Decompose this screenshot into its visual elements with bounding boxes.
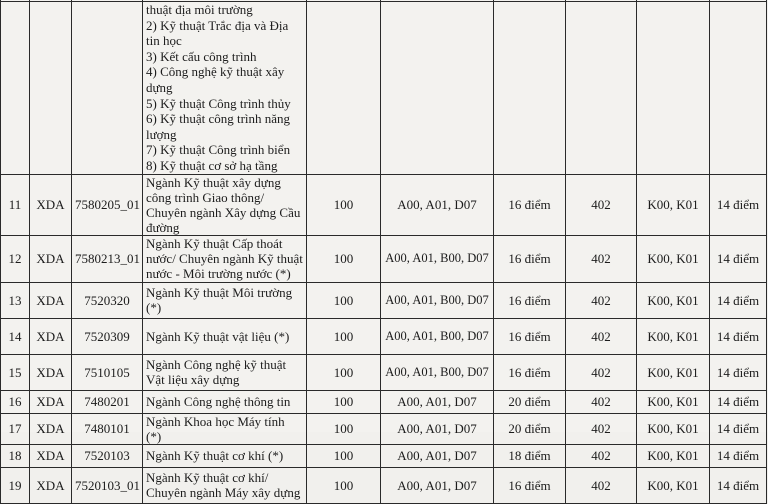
method-combos: K00, K01 xyxy=(637,467,710,503)
school-code: XDA xyxy=(30,444,72,467)
min-score: 16 điểm xyxy=(494,318,566,354)
method-combos: K00, K01 xyxy=(637,282,710,318)
quota: 100 xyxy=(307,282,381,318)
table-row xyxy=(1,390,767,413)
school-code: XDA xyxy=(30,467,72,503)
school-code: XDA xyxy=(30,354,72,390)
method-code: 402 xyxy=(566,413,637,444)
table-row xyxy=(1,235,767,282)
major-code: 7480201 xyxy=(72,390,143,413)
major-code: 7520309 xyxy=(72,318,143,354)
method-score: 14 điểm xyxy=(710,413,767,444)
method-code: 402 xyxy=(566,354,637,390)
major-name: Ngành Kỹ thuật Cấp thoát nước/ Chuyên ngành Kỹ thuật nước - Môi trường nước (*) xyxy=(143,235,307,282)
major-list-line: 5) Kỹ thuật Công trình thủy xyxy=(146,95,291,111)
major-list-line: 6) Kỹ thuật công trình năng lượng xyxy=(146,111,291,142)
quota: 100 xyxy=(307,354,381,390)
min-score: 20 điểm xyxy=(494,413,566,444)
method-score: 14 điểm xyxy=(710,444,767,467)
method-score: 14 điểm xyxy=(710,467,767,503)
table-row xyxy=(1,354,767,390)
subject-combos: A00, A01, D07 xyxy=(381,467,494,503)
min-score: 16 điểm xyxy=(494,467,566,503)
quota: 100 xyxy=(307,413,381,444)
subject-combos: A00, A01, D07 xyxy=(381,413,494,444)
major-name: Ngành Khoa học Máy tính (*) xyxy=(143,413,307,444)
row-number: 15 xyxy=(1,354,30,390)
subject-combos: A00, A01, B00, D07 xyxy=(381,318,494,354)
quota: 100 xyxy=(307,390,381,413)
major-name: Ngành Kỹ thuật cơ khí/ Chuyên ngành Máy xây dựng xyxy=(143,467,307,503)
method-code: 402 xyxy=(566,390,637,413)
row-number: 18 xyxy=(1,444,30,467)
method-combos: K00, K01 xyxy=(637,390,710,413)
major-code: 7480101 xyxy=(72,413,143,444)
quota: 100 xyxy=(307,318,381,354)
major-code: 7520103 xyxy=(72,444,143,467)
min-score: 16 điểm xyxy=(494,282,566,318)
subject-combos: A00, A01, B00, D07 xyxy=(381,235,494,282)
row-number: 17 xyxy=(1,413,30,444)
method-combos: K00, K01 xyxy=(637,413,710,444)
table-row xyxy=(1,467,767,503)
table-row xyxy=(1,174,767,235)
method-score: 14 điểm xyxy=(710,282,767,318)
row-number: 14 xyxy=(1,318,30,354)
row-number: 16 xyxy=(1,390,30,413)
major-list-line: 2) Kỹ thuật Trắc địa và Địa tin học xyxy=(146,17,289,49)
method-score: 14 điểm xyxy=(710,354,767,390)
min-score: 20 điểm xyxy=(494,390,566,413)
method-score: 14 điểm xyxy=(710,174,767,235)
school-code: XDA xyxy=(30,390,72,413)
table-row xyxy=(1,318,767,354)
subject-combos: A00, A01, D07 xyxy=(381,174,494,235)
min-score: 16 điểm xyxy=(494,235,566,282)
table-row xyxy=(1,413,767,444)
method-combos: K00, K01 xyxy=(637,318,710,354)
method-score: 14 điểm xyxy=(710,318,767,354)
subject-combos: A00, A01, B00, D07 xyxy=(381,354,494,390)
major-name: Ngành Kỹ thuật vật liệu (*) xyxy=(143,318,307,354)
method-code: 402 xyxy=(566,282,637,318)
method-code: 402 xyxy=(566,174,637,235)
subject-combos: A00, A01, D07 xyxy=(381,444,494,467)
major-name: Ngành Kỹ thuật Môi trường (*) xyxy=(143,282,307,318)
method-code: 402 xyxy=(566,235,637,282)
major-list-line: 4) Công nghệ kỹ thuật xây dựng xyxy=(146,64,285,95)
major-name: Ngành Kỹ thuật cơ khí (*) xyxy=(143,444,307,467)
quota: 100 xyxy=(307,444,381,467)
min-score: 18 điểm xyxy=(494,444,566,467)
major-list-line: 3) Kết cấu công trình xyxy=(146,48,257,64)
school-code: XDA xyxy=(30,235,72,282)
major-list-line: 7) Kỹ thuật Công trình biển xyxy=(146,142,291,158)
method-combos: K00, K01 xyxy=(637,174,710,235)
table-row xyxy=(1,2,767,175)
method-code: 402 xyxy=(566,318,637,354)
method-code: 402 xyxy=(566,444,637,467)
row-number: 11 xyxy=(1,174,30,235)
row-number: 19 xyxy=(1,467,30,503)
quota: 100 xyxy=(307,174,381,235)
school-code: XDA xyxy=(30,413,72,444)
major-code: 7580213_01 xyxy=(72,235,143,282)
major-code: 7520320 xyxy=(72,282,143,318)
major-code: 7580205_01 xyxy=(72,174,143,235)
major-list-cell xyxy=(143,2,307,175)
min-score: 16 điểm xyxy=(494,174,566,235)
major-code: 7520103_01 xyxy=(72,467,143,503)
subject-combos: A00, A01, B00, D07 xyxy=(381,282,494,318)
major-name: Ngành Công nghệ kỹ thuật Vật liệu xây dựng xyxy=(143,354,307,390)
major-list-line: thuật địa môi trường xyxy=(146,2,253,17)
major-code: 7510105 xyxy=(72,354,143,390)
method-code: 402 xyxy=(566,467,637,503)
table-row xyxy=(1,444,767,467)
school-code: XDA xyxy=(30,318,72,354)
method-combos: K00, K01 xyxy=(637,354,710,390)
major-name: Ngành Công nghệ thông tin xyxy=(143,390,307,413)
quota: 100 xyxy=(307,467,381,503)
row-number: 12 xyxy=(1,235,30,282)
method-score: 14 điểm xyxy=(710,390,767,413)
major-name: Ngành Kỹ thuật xây dựng công trình Giao thông/ Chuyên ngành Xây dựng Cầu đường xyxy=(143,174,307,235)
major-list-line: 8) Kỹ thuật cơ sở hạ tầng xyxy=(146,157,278,173)
method-combos: K00, K01 xyxy=(637,235,710,282)
quota: 100 xyxy=(307,235,381,282)
subject-combos: A00, A01, D07 xyxy=(381,390,494,413)
school-code: XDA xyxy=(30,282,72,318)
row-number: 13 xyxy=(1,282,30,318)
school-code: XDA xyxy=(30,174,72,235)
method-combos: K00, K01 xyxy=(637,444,710,467)
table-row xyxy=(1,282,767,318)
min-score: 16 điểm xyxy=(494,354,566,390)
method-score: 14 điểm xyxy=(710,235,767,282)
